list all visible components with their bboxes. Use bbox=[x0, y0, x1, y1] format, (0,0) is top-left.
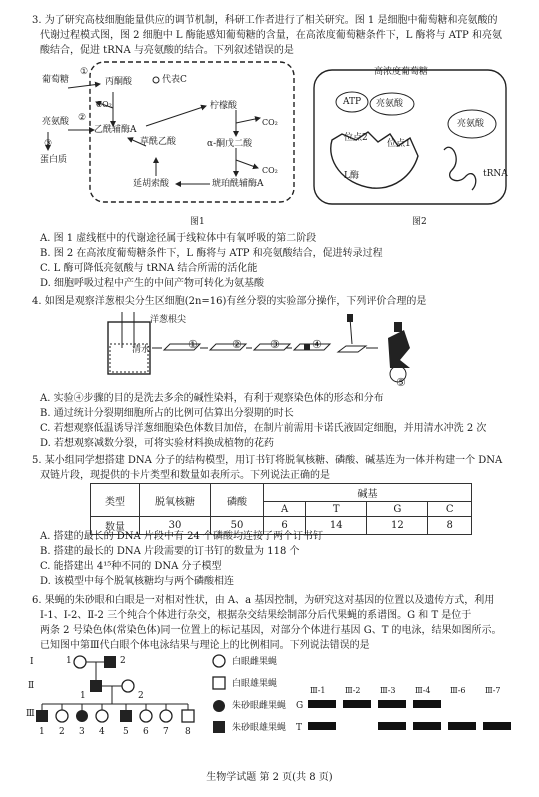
q3-stem-line1: 3. 为了研究高枝细胞能量供应的调节机制，科研工作者进行了相关研究。图 1 是细胞中葡萄糖和亮氨酸的 bbox=[32, 15, 498, 26]
fig1-co2-c: CO₂ bbox=[262, 166, 278, 175]
q6-stem-line1: 6. 果蝇的朱砂眼和白眼是一对相对性状，由 A、a 基因控制，为研究这对基因的位置以及遗传方式，利用 bbox=[32, 595, 495, 606]
q3-stem-line3: 酸结合，促进 tRNA 与亮氨酸的结合。下列叙述错误的是 bbox=[40, 45, 294, 56]
fig2-caption: 图2 bbox=[412, 217, 427, 227]
q5-stem-line2: 双链片段，现提供的卡片类型和数量如表所示。下列说法正确的是 bbox=[40, 470, 330, 481]
fig2-site1: 位点1 bbox=[387, 139, 411, 149]
gel-lane-4: Ⅲ-4 bbox=[415, 686, 431, 695]
fig1-co2-b: CO₂ bbox=[262, 118, 278, 127]
pedigree-iii-7: 7 bbox=[163, 727, 169, 737]
pedigree-ii-1: 1 bbox=[80, 691, 86, 701]
fig1-glucose: 葡萄糖 bbox=[42, 75, 70, 85]
table-cell-t: 14 bbox=[306, 517, 367, 535]
fig1-co2-a: CO₂ bbox=[96, 100, 112, 109]
table-header-sugar: 脱氧核糖 bbox=[140, 484, 211, 517]
fig1-caption: 图1 bbox=[190, 217, 205, 227]
table-cell-a: 6 bbox=[264, 517, 306, 535]
pedigree-gen-3: Ⅲ bbox=[26, 709, 35, 719]
fig1-acetyl-coa: 乙酰辅酶A bbox=[94, 125, 137, 135]
gel-lane-2: Ⅲ-2 bbox=[345, 686, 361, 695]
q5-option-d: D. 该模型中每个脱氧核糖均与两个磷酸相连 bbox=[40, 576, 235, 587]
gel-lane-7: Ⅲ-7 bbox=[485, 686, 501, 695]
pedigree-legend-symbols bbox=[212, 654, 226, 740]
q4-onion-label: 洋葱根尖 bbox=[150, 315, 187, 325]
gel-lane-1: Ⅲ-1 bbox=[310, 686, 326, 695]
pedigree-iii-8: 8 bbox=[185, 727, 191, 737]
q4-step-1: ① bbox=[188, 338, 198, 351]
gel-band-t-4 bbox=[413, 722, 441, 730]
table-header-base: 碱基 bbox=[264, 484, 472, 502]
fig1-oxaloacetate: 草酰乙酸 bbox=[140, 137, 177, 147]
pedigree-gen-1: Ⅰ bbox=[30, 657, 34, 667]
pedigree-iii-1: 1 bbox=[39, 727, 45, 737]
q4-stem: 4. 如图是观察洋葱根尖分生区细胞(2n=16)有丝分裂的实验部分操作，下列评价合理的是 bbox=[32, 296, 427, 307]
q4-option-b: B. 通过统计分裂期细胞所占的比例可估算出分裂期的时长 bbox=[40, 408, 294, 419]
fig1-protein: 蛋白质 bbox=[40, 155, 68, 165]
q5-option-c: C. 能搭建出 4¹⁵种不同的 DNA 分子模型 bbox=[40, 561, 222, 572]
fig2-atp: ATP bbox=[343, 97, 362, 107]
pedigree-gen-2: Ⅱ bbox=[28, 681, 35, 691]
legend-white-female: 白眼雌果蝇 bbox=[232, 657, 278, 667]
table-cell-phosphate: 50 bbox=[211, 517, 264, 535]
pedigree-i-1: 1 bbox=[66, 656, 72, 666]
q4-step-3: ③ bbox=[270, 338, 280, 351]
fig2-leucine1: 亮氨酸 bbox=[376, 99, 404, 109]
table-header-base-a: A bbox=[264, 502, 306, 517]
page-footer: 生物学试题 第 2 页(共 8 页) bbox=[206, 772, 333, 783]
q4-step-4: ④ bbox=[312, 338, 322, 351]
gel-lane-3: Ⅲ-3 bbox=[380, 686, 396, 695]
fig1-citrate: 柠檬酸 bbox=[210, 101, 238, 111]
legend-cinnabar-female: 朱砂眼雌果蝇 bbox=[232, 701, 287, 711]
gel-band-g-3 bbox=[378, 700, 406, 708]
fig2-site2: 位点2 bbox=[344, 133, 368, 143]
q4-step-2: ② bbox=[232, 338, 242, 351]
fig1-leucine: 亮氨酸 bbox=[42, 117, 70, 127]
q4-option-d: D. 若想观察减数分裂，可将实验材料换成植物的花药 bbox=[40, 438, 275, 449]
q4-step-5: ⑤ bbox=[396, 376, 406, 389]
table-cell-c: 8 bbox=[428, 517, 472, 535]
table-header-phosphate: 磷酸 bbox=[211, 484, 264, 517]
q6-stem-line2: Ⅰ-1、Ⅰ-2、Ⅱ-2 三个纯合个体进行杂交，根据杂交结果绘制部分后代果蝇的系谱图。G 和 T 是位于 bbox=[40, 610, 472, 621]
q5-card-table bbox=[90, 483, 472, 535]
q4-option-c: C. 若想观察低温诱导洋葱细胞染色体数目加倍，在制片前需用卡诺氏液固定细胞，并用清水冲洗 2 次 bbox=[40, 423, 487, 434]
q5-option-a: A. 搭建的最长的 DNA 片段中有 24 个磷酸均连接了两个订书钉 bbox=[40, 531, 324, 542]
fig1-ketoglutarate: α-酮戊二酸 bbox=[207, 139, 253, 149]
table-cell-g: 12 bbox=[367, 517, 428, 535]
table-header-base-g: G bbox=[367, 502, 428, 517]
gel-band-g-2 bbox=[343, 700, 371, 708]
table-header-base-t: T bbox=[306, 502, 367, 517]
pedigree-iii-2: 2 bbox=[59, 727, 65, 737]
legend-cinnabar-male: 朱砂眼雄果蝇 bbox=[232, 723, 287, 733]
gel-band-g-1 bbox=[308, 700, 336, 708]
gel-band-t-3 bbox=[378, 722, 406, 730]
fig2-leucine2: 亮氨酸 bbox=[457, 119, 485, 129]
gel-row-t: T bbox=[296, 723, 303, 733]
q6-stem-line3: 两条 2 号染色体(常染色体)同一位置上的标记基因，对部分个体进行基因 G、T 的电泳，结果如图所示。 bbox=[40, 625, 502, 636]
legend-white-male: 白眼雄果蝇 bbox=[232, 679, 278, 689]
fig1-legend: 代表C bbox=[162, 75, 187, 85]
fig2-title: 高浓度葡萄糖 bbox=[374, 67, 429, 77]
fig1-succinyl: 琥珀酰辅酶A bbox=[212, 179, 264, 189]
gel-band-t-7 bbox=[483, 722, 511, 730]
gel-row-g: G bbox=[296, 701, 304, 711]
pedigree-ii-2: 2 bbox=[138, 691, 144, 701]
q3-stem-line2: 代谢过程模式图，图 2 细胞中 L 酶能感知葡萄糖的含量，在高浓度葡萄糖条件下，L 酶将与 ATP 和亮氨 bbox=[40, 30, 502, 41]
pedigree-iii-5: 5 bbox=[123, 727, 129, 737]
pedigree-iii-6: 6 bbox=[143, 727, 149, 737]
table-header-base-c: C bbox=[428, 502, 472, 517]
table-cell-sugar: 30 bbox=[140, 517, 211, 535]
q3-option-a: A. 图 1 虚线框中的代谢途径属于线粒体中有氧呼吸的第二阶段 bbox=[40, 233, 317, 244]
q5-option-b: B. 搭建的最长的 DNA 片段需要的订书钉的数量为 118 个 bbox=[40, 546, 300, 557]
fig1-circle1: ① bbox=[80, 67, 89, 77]
q3-option-b: B. 图 2 在高浓度葡萄糖条件下，L 酶将与 ATP 和亮氨酸结合，促进转录过程 bbox=[40, 248, 383, 259]
fig1-pyruvate: 丙酮酸 bbox=[105, 77, 133, 87]
gel-band-t-1 bbox=[308, 722, 336, 730]
q6-stem-line4: 已知图中第Ⅲ代白眼个体电泳结果与理论上的比例相同。下列说法错误的是 bbox=[40, 640, 370, 651]
q3-option-c: C. L 酶可降低亮氨酸与 tRNA 结合所需的活化能 bbox=[40, 263, 258, 274]
q6-electrophoresis-panel bbox=[305, 690, 519, 740]
pedigree-i-2: 2 bbox=[120, 656, 126, 666]
q4-water-label: 清水 bbox=[132, 345, 151, 355]
gel-band-g-4 bbox=[413, 700, 441, 708]
q3-option-d: D. 细胞呼吸过程中产生的中间产物可转化为氨基酸 bbox=[40, 278, 265, 289]
gel-band-t-6 bbox=[448, 722, 476, 730]
fig1-fumarate: 延胡索酸 bbox=[133, 179, 170, 189]
fig1-circle2: ② bbox=[78, 113, 87, 123]
gel-lane-6: Ⅲ-6 bbox=[450, 686, 466, 695]
q4-option-a: A. 实验④步骤的目的是洗去多余的碱性染料，有利于观察染色体的形态和分布 bbox=[40, 393, 384, 404]
pedigree-iii-3: 3 bbox=[79, 727, 85, 737]
q5-stem-line1: 5. 某小组同学想搭建 DNA 分子的结构模型，用订书钉将脱氧核糖、磷酸、碱基连为一体并构建一个 DNA bbox=[32, 455, 503, 466]
table-header-type: 类型 bbox=[91, 484, 140, 517]
table-row-label: 数量 bbox=[91, 517, 140, 535]
fig1-circle3: ③ bbox=[44, 139, 53, 149]
q3-figure-2 bbox=[312, 60, 510, 210]
fig2-lenzyme: L酶 bbox=[344, 171, 359, 181]
pedigree-iii-4: 4 bbox=[99, 727, 105, 737]
fig2-trna: tRNA bbox=[483, 169, 508, 179]
